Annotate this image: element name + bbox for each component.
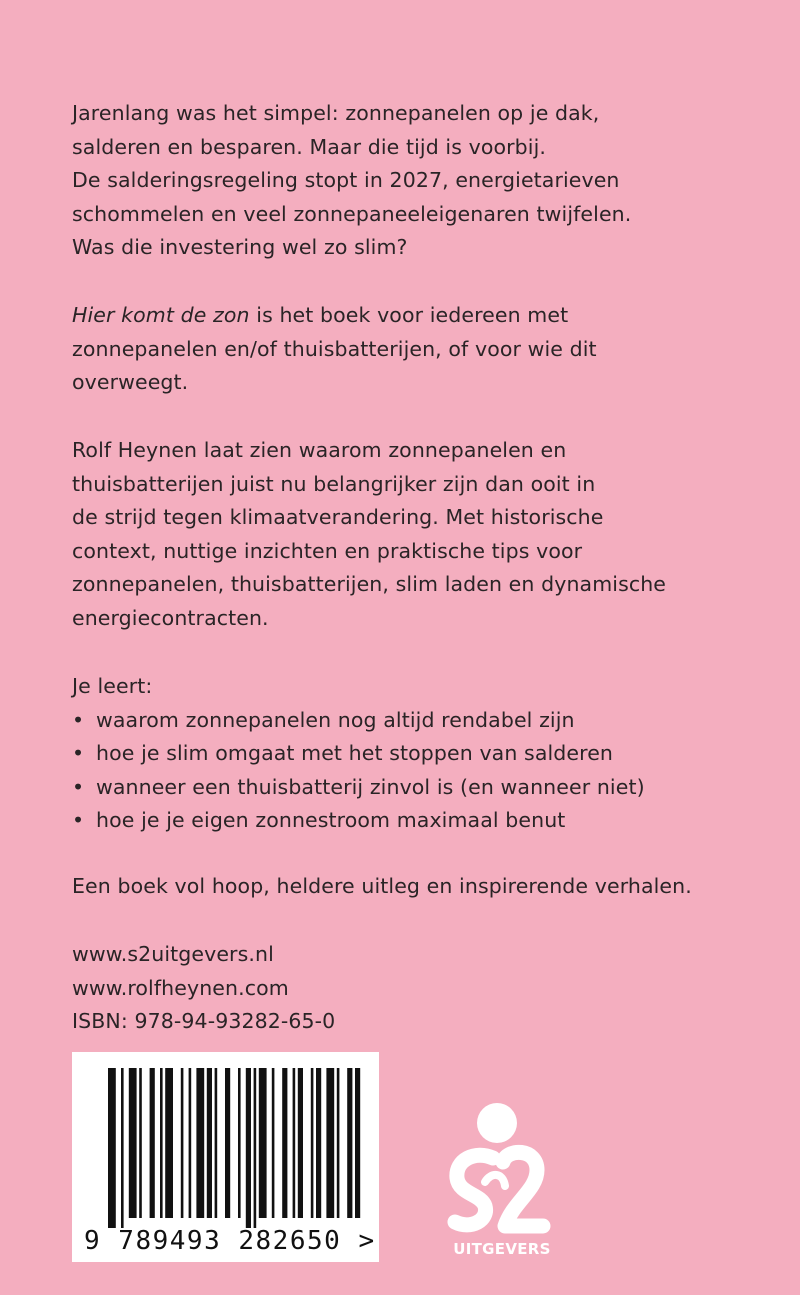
barcode-bar: [272, 1068, 275, 1218]
list-item-text: hoe je slim omgaat met het stoppen van salderen: [96, 741, 613, 765]
barcode-bar: [238, 1068, 241, 1218]
publication-info: [72, 938, 752, 1039]
barcode-bar: [337, 1068, 340, 1218]
barcode: [72, 1052, 379, 1262]
author-line: zonnepanelen, thuisbatterijen, slim laden en dynamische: [72, 572, 667, 596]
bullet-icon: •: [72, 707, 85, 732]
barcode-bar: [181, 1068, 184, 1218]
learn-list: [72, 704, 752, 838]
book-line: zonnepanelen en/of thuisbatterijen, of voor wie dit: [72, 336, 597, 361]
barcode-bar: [225, 1068, 230, 1218]
author-url: www.rolfheynen.com: [72, 975, 289, 1000]
barcode-bar: [150, 1068, 155, 1218]
barcode-bar: [139, 1068, 142, 1218]
intro-line: Was die investering wel zo slim?: [72, 235, 408, 259]
barcode-bar: [189, 1068, 192, 1218]
isbn: ISBN: 978-94-93282-65-0: [72, 1009, 336, 1033]
closing-line: Een boek vol hoop, heldere uitleg en inspirerende verhalen.: [72, 874, 692, 898]
intro-paragraph: [72, 97, 752, 265]
intro-line: salderen en besparen. Maar die tijd is voorbij.: [72, 134, 546, 159]
list-item-text: hoe je je eigen zonnestroom maximaal benut: [96, 808, 566, 832]
barcode-bar: [196, 1068, 204, 1218]
author-line: Rolf Heynen laat zien waarom zonnepanelen en: [72, 438, 567, 462]
logo-head-icon: [477, 1103, 517, 1143]
logo-s-shape: [455, 1155, 493, 1225]
barcode-bar: [316, 1068, 321, 1218]
learn-heading: Je leert:: [72, 674, 153, 698]
bullet-icon: •: [72, 808, 85, 832]
barcode-bar: [207, 1068, 212, 1218]
author-line: energiecontracten.: [72, 605, 269, 630]
list-item: [72, 771, 752, 805]
book-line: [72, 299, 752, 333]
barcode-bar: [121, 1068, 124, 1228]
barcode-bar: [215, 1068, 218, 1218]
barcode-bar: [347, 1068, 352, 1218]
book-line: overweegt.: [72, 370, 189, 394]
barcode-bar: [298, 1068, 303, 1218]
intro-line: schommelen en veel zonnepaneeleigenaren twijfelen.: [72, 201, 632, 226]
learn-section: [72, 670, 752, 838]
barcode-bar: [293, 1068, 296, 1218]
book-paragraph: [72, 299, 752, 400]
intro-line: Jarenlang was het simpel: zonnepanelen op je dak,: [72, 101, 600, 125]
list-item: [72, 804, 752, 838]
author-line: context, nuttige inzichten en praktische tips voor: [72, 538, 583, 563]
barcode-digits: 9 789493 282650 >: [84, 1226, 376, 1256]
barcode-bar: [311, 1068, 314, 1218]
logo-label: UITGEVERS: [453, 1240, 551, 1258]
author-line: de strijd tegen klimaatverandering. Met historische: [72, 505, 604, 529]
barcode-bar: [355, 1068, 360, 1218]
barcode-bar: [129, 1068, 137, 1218]
list-item: [72, 737, 752, 771]
list-item: [72, 704, 752, 738]
barcode-bar: [326, 1068, 334, 1218]
bullet-icon: •: [72, 774, 85, 799]
list-item-text: waarom zonnepanelen nog altijd rendabel zijn: [96, 707, 575, 732]
bullet-icon: •: [72, 741, 85, 765]
barcode-bar: [254, 1068, 257, 1228]
barcode-bar: [282, 1068, 287, 1218]
book-title: Hier komt de zon: [72, 303, 250, 327]
barcode-bar: [165, 1068, 173, 1218]
logo-2-shape: [503, 1152, 543, 1226]
author-paragraph: [72, 434, 752, 635]
barcode-bar: [259, 1068, 267, 1218]
intro-line: De salderingsregeling stopt in 2027, energietarieven: [72, 168, 620, 192]
barcode-bar: [246, 1068, 251, 1228]
list-item-text: wanneer een thuisbatterij zinvol is (en wanneer niet): [96, 774, 645, 799]
barcode-bar: [160, 1068, 163, 1218]
publisher-url: www.s2uitgevers.nl: [72, 942, 274, 966]
logo-heart-shape: [485, 1175, 505, 1186]
barcode-bar: [108, 1068, 116, 1228]
book-line-rest: is het boek voor iedereen met: [249, 303, 569, 327]
author-line: thuisbatterijen juist nu belangrijker zijn dan ooit in: [72, 471, 596, 496]
